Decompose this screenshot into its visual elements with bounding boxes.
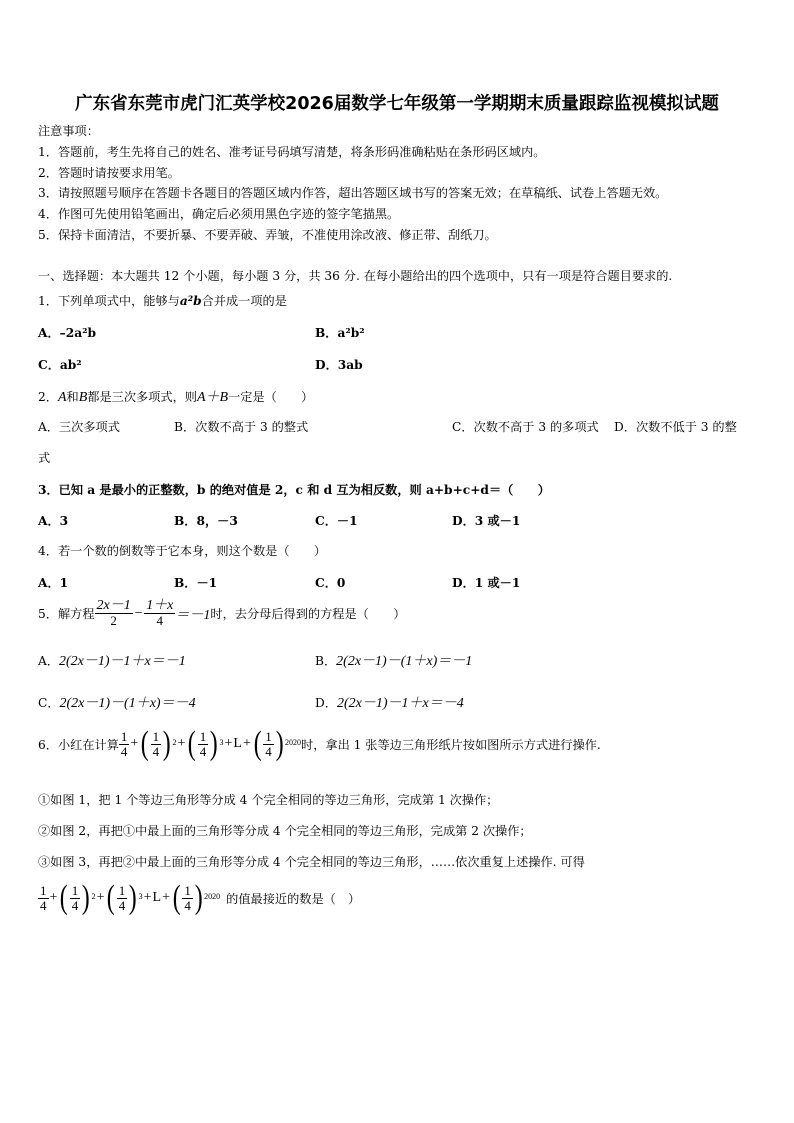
q6-plus-3: + [224,736,233,751]
q6b-plus-1: + [49,890,58,905]
q6-text-a: 6．小红在计算 [38,737,119,752]
q6-step-3: ③如图 3，再把②中最上面的三角形等分成 4 个完全相同的等边三角形，……依次重复上述操作. 可得 [38,855,585,869]
q6-tail-text: 的值最接近的数是（ ） [226,891,361,906]
q5-fraction-1-denominator: 2 [95,613,133,628]
q6-term-1 [119,730,130,759]
notice-item-5: 5．保持卡面清洁，不要折暴、不要弄破、弄皱，不准使用涂改液、修正带、刮纸刀。 [38,228,497,242]
q4-option-c[interactable]: C．0 [315,576,346,590]
q1-stem-text-b: 合并成一项的是 [201,294,287,308]
q2-var-a: A [57,390,67,405]
question-3-stem: 3．已知 a 是最小的正整数，b 的绝对值是 2，c 和 d 互为相反数，则 a+b+c+d＝（ ） [38,483,550,497]
q6b-ellipsis: L [152,890,162,905]
q6b-term-3-num: 1 [118,882,126,898]
q6b-term-2-num: 1 [71,882,79,898]
q1-option-c[interactable]: C．ab² [38,358,82,372]
q6-paren-close-2: ) [162,725,171,762]
q6b-paren-close-last: ) [194,879,203,916]
q1-option-a[interactable]: A．–2a²b [38,326,96,340]
q5-fraction-2 [144,599,175,628]
q6-term-2 [151,730,162,759]
q4-option-a[interactable]: A．1 [38,576,69,590]
q6b-term-last-num: 1 [184,882,191,898]
q6b-plus-4: + [162,890,170,905]
q6-exponent-last: 2020 [285,737,302,747]
q1-stem-text-a: 1．下列单项式中，能够与 [38,294,180,308]
q5-fraction-1-numerator: 2x－1 [96,598,131,613]
q6-step-1: ①如图 1，把 1 个等边三角形等分成 4 个完全相同的等边三角形，完成第 1 次操作； [38,793,499,807]
q6-term-3-den: 4 [199,743,207,759]
q5-option-c-expr: 2(2x－1)－(1＋x)＝－4 [59,696,196,711]
notice-heading: 注意事项： [38,124,99,138]
q6b-term-1 [38,884,49,913]
q6-paren-open-3: ( [188,725,196,762]
q6-paren-close-last: ) [275,725,284,762]
q2-var-b: B [78,390,88,405]
q6-exponent-2: 2 [172,737,177,747]
q5-option-d-label: D． [315,696,337,710]
q6b-term-last [182,884,193,913]
q6b-term-1-den: 4 [40,897,47,913]
notice-item-4: 4．作图可先使用铅笔画出，确定后必须用黑色字迹的签字笔描黑。 [38,207,400,221]
q2-option-d[interactable]: D．次数不低于 3 的整 [614,420,737,434]
q6-series-expression [119,727,301,761]
q6b-exponent-last: 2020 [204,891,221,901]
q4-option-b[interactable]: B．－1 [174,576,218,590]
q6b-term-1-num: 1 [40,882,47,898]
notice-item-2: 2．答题时请按要求用笔。 [38,166,180,180]
q6-final-line [38,881,360,915]
q5-fraction-2-numerator: 1＋x [146,598,174,613]
question-4-stem: 4．若一个数的倒数等于它本身，则这个数是（ ） [38,544,327,558]
q5-minus: − [133,605,144,621]
q5-option-c-label: C． [38,696,60,710]
notice-item-1: 1．答题前，考生先将自己的姓名、准考证号码填写清楚，将条形码准确粘贴在条形码区域内。 [38,145,546,159]
q1-expression: a²b [179,294,202,308]
q6b-paren-close-2: ) [81,879,90,916]
q3-option-d[interactable]: D．3 或－1 [452,514,521,528]
q5-rhs: ＝－1 [175,607,211,623]
q5-option-b-label: B． [315,654,337,668]
q6-term-last-num: 1 [265,728,272,744]
section-heading: 一、选择题：本大题共 12 个小题，每小题 3 分，共 36 分. 在每小题给出的四个选项中，只有一项是符合题目要求的. [38,269,673,283]
q3-option-a[interactable]: A．3 [38,514,69,528]
q5-text-b: 时，去分母后得到的方程是（ ） [210,607,406,621]
q5-option-b[interactable] [315,650,472,670]
q6b-plus-3: + [143,890,152,905]
q6b-term-3-den: 4 [118,897,126,913]
q2-text-mid: 都是三次多项式，则 [87,390,197,404]
q2-option-d-wrap: 式 [38,451,51,465]
notice-item-3: 3．请按照题号顺序在答题卡各题目的答题区域内作答，超出答题区域书写的答案无效；在草稿纸、试卷上答题无效。 [38,186,668,200]
q6-paren-open-last: ( [253,725,262,762]
q5-option-c[interactable] [38,692,196,712]
question-5-stem [38,599,405,628]
q6b-paren-close-3: ) [128,879,137,916]
q2-expression: A＋B [196,390,229,405]
q6-exponent-3: 3 [219,737,224,747]
q6-step-2: ②如图 2，再把①中最上面的三角形等分成 4 个完全相同的等边三角形，完成第 2 次操作； [38,824,532,838]
q6-term-2-den: 4 [152,743,160,759]
q6b-paren-open-2: ( [60,879,69,916]
q6-plus-2: + [177,736,186,751]
q6b-term-2 [70,884,81,913]
question-2-stem [38,386,313,406]
q1-option-b[interactable]: B．a²b² [315,326,365,340]
q6-term-last-den: 4 [265,743,272,759]
question-6-stem [38,727,601,761]
q2-text-and: 和 [66,390,79,404]
q4-option-d[interactable]: D．1 或－1 [452,576,521,590]
q6-term-last [263,730,274,759]
q6-term-2-num: 1 [152,728,160,744]
q6b-plus-2: + [96,890,105,905]
q5-option-a[interactable] [38,650,186,670]
q6b-term-last-den: 4 [184,897,191,913]
q6-plus-4: + [242,736,251,751]
q6-ellipsis: L [233,736,242,751]
q2-option-c[interactable]: C．次数不高于 3 的多项式 [452,420,599,434]
q5-option-d-expr: 2(2x－1)－1＋x＝－4 [336,696,464,711]
q1-option-d[interactable]: D．3ab [315,358,363,372]
q5-text-a: 5．解方程 [38,607,95,621]
q5-option-a-label: A． [38,654,59,668]
q6-term-3-num: 1 [199,728,207,744]
q3-option-b[interactable]: B．8，－3 [174,514,238,528]
q3-option-c[interactable]: C．－1 [315,514,358,528]
q6-term-3 [198,730,209,759]
q6-paren-open-2: ( [140,725,149,762]
q6b-paren-open-last: ( [172,879,181,916]
q2-option-b[interactable]: B．次数不高于 3 的整式 [174,420,309,434]
q5-option-a-expr: 2(2x－1)－1＋x＝－1 [59,654,186,669]
q6b-term-3 [117,884,128,913]
question-1-stem [38,292,287,309]
q6b-exponent-3: 3 [138,891,143,901]
q6-series-expression-2 [38,881,220,915]
q6b-exponent-2: 2 [91,891,96,901]
q6b-term-2-den: 4 [71,897,79,913]
q6-term-1-num: 1 [120,728,128,744]
q6b-paren-open-3: ( [107,879,116,916]
q2-number: 2． [38,390,58,404]
q6-paren-close-3: ) [209,725,218,762]
q6-text-b: 时，拿出 1 张等边三角形纸片按如图所示方式进行操作. [301,737,601,752]
q5-fraction-1 [95,599,133,628]
q6-term-1-den: 4 [120,743,128,759]
q2-option-a[interactable]: A．三次多项式 [38,420,120,434]
q2-text-end: 一定是（ ） [228,390,314,404]
q6-plus-1: + [130,736,139,751]
q5-option-b-expr: 2(2x－1)－(1＋x)＝－1 [336,654,473,669]
q5-fraction-2-denominator: 4 [144,613,175,628]
page-title: 广东省东莞市虎门汇英学校2026届数学七年级第一学期期末质量跟踪监视模拟试题 [75,94,719,114]
q5-option-d[interactable] [315,692,464,712]
